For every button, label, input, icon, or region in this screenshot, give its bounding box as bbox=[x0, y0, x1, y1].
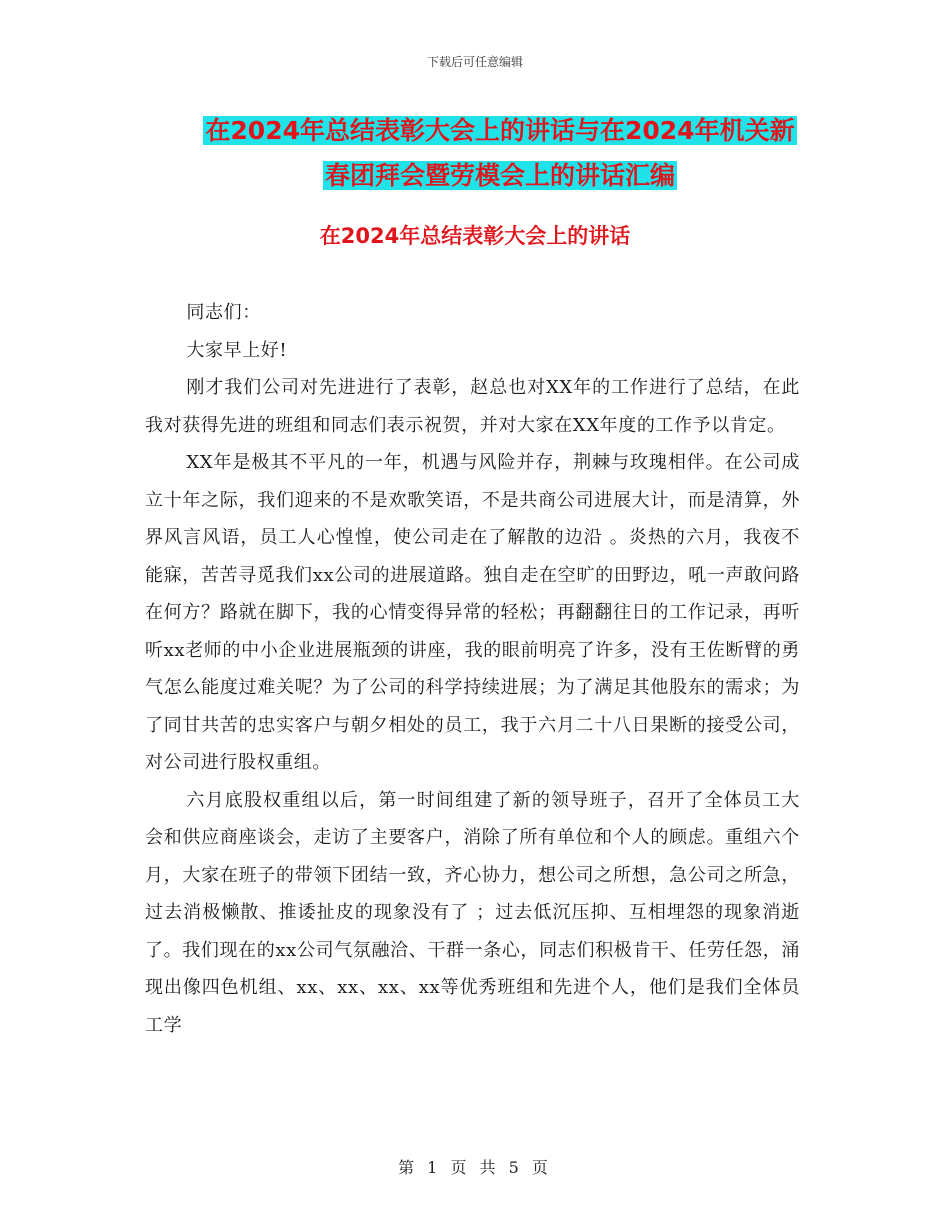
section-title: 在2024年总结表彰大会上的讲话 bbox=[319, 224, 631, 248]
document-title-line-2: 春团拜会暨劳模会上的讲话汇编 bbox=[324, 161, 675, 190]
page-header-note: 下载后可任意编辑 bbox=[426, 55, 523, 69]
body-paragraph: 刚才我们公司对先进进行了表彰，赵总也对XX年的工作进行了总结，在此我对获得先进的班组和同志们表示祝贺，并对大家在XX年度的工作予以肯定。 bbox=[145, 377, 800, 436]
page-number: 第 1 页 共 5 页 bbox=[398, 1158, 552, 1177]
greeting: 大家早上好! bbox=[186, 339, 288, 361]
document-title-line-1: 在2024年总结表彰大会上的讲话与在2024年机关新 bbox=[205, 116, 795, 145]
document-body bbox=[145, 294, 800, 1044]
body-paragraph: XX年是极其不平凡的一年，机遇与风险并存，荆棘与玫瑰相伴。在公司成立十年之际，我们迎来的不是欢歌笑语，不是共商公司进展大计，而是清算，外界风言风语，员工人心惶惶，使公司走在了解散的边沿 。炎热的六月，我夜不能寐，苦苦寻觅我们xx公司的进展道路。独自走在空旷的田野边，吼一声敢问路在何方？路就在脚下，我的心情变得异常的轻松；再翻翻往日的工作记录，再听听xx老师的中小企业进展瓶颈的讲座，我的眼前明亮了许多，没有王佐断臂的勇气怎么能度过难关呢？为了公司的科学持续进展；为了满足其他股东的需求；为了同甘共苦的忠实客户与朝夕相处的员工，我于六月二十八日果断的接受公司，对公司进行股权重组。 bbox=[145, 452, 800, 773]
document-title bbox=[150, 108, 850, 198]
body-paragraph: 六月底股权重组以后，第一时间组建了新的领导班子，召开了全体员工大会和供应商座谈会，走访了主要客户，消除了所有单位和个人的顾虑。重组六个月，大家在班子的带领下团结一致，齐心协力，想公司之所想，急公司之所急，过去消极懒散、推诿扯皮的现象没有了 ；过去低沉压抑、互相埋怨的现象消逝了。我们现在的xx公司气氛融洽、干群一条心，同志们积极肯干、任劳任怨，涌现出像四色机组、xx、xx、xx、xx等优秀班组和先进个人，他们是我们全体员工学 bbox=[145, 789, 800, 1036]
salutation: 同志们： bbox=[186, 302, 261, 323]
